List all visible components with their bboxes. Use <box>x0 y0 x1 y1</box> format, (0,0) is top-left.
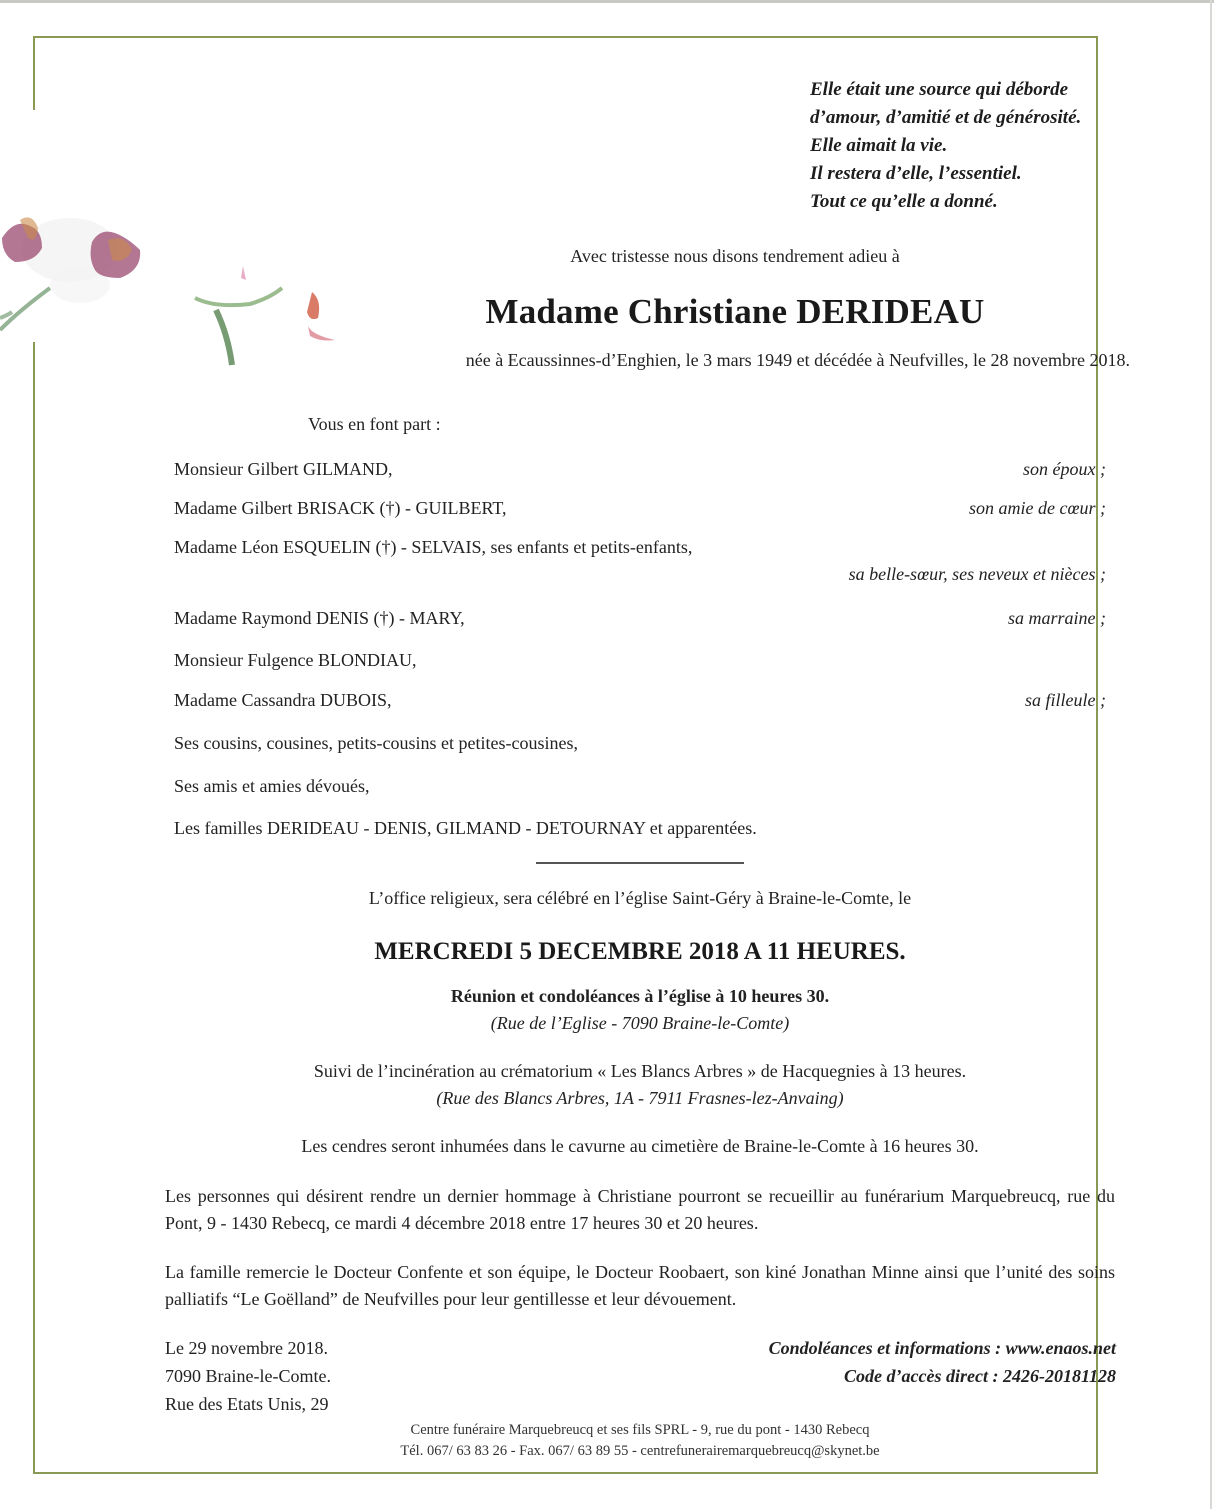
visitation-paragraph: Les personnes qui désirent rendre un dernier hommage à Christiane pourront se recueillir au funérarium Marquebreucq, rue du Pont, 9 - 1430 Rebecq, ce mardi 4 décembre 2018 entre 17 heures 30 et 20 heures. <box>165 1186 1115 1233</box>
deceased-name: Madame Christiane DERIDEAU <box>485 292 985 331</box>
memorial-quote <box>810 76 1081 216</box>
orchid-flower-icon <box>2 217 335 340</box>
crematorium-address: (Rue des Blancs Arbres, 1A - 7911 Frasnes-lez-Anvaing) <box>436 1088 844 1108</box>
family-member-name: Monsieur Gilbert GILMAND, <box>174 459 393 479</box>
quote-line: Tout ce qu’elle a donné. <box>810 191 998 212</box>
signature-block <box>165 1334 331 1418</box>
family-member-name: Madame Cassandra DUBOIS, <box>174 690 392 710</box>
ashes-info: Les cendres seront inhumées dans le cavurne au cimetière de Braine-le-Comte à 16 heures 30. <box>301 1136 979 1156</box>
family-member-name: Les familles DERIDEAU - DENIS, GILMAND - DETOURNAY et apparentées. <box>174 818 757 838</box>
family-member-name: Madame Léon ESQUELIN (†) - SELVAIS, ses enfants et petits-enfants, <box>174 537 693 557</box>
family-relation: sa marraine ; <box>1008 608 1106 628</box>
access-code: Code d’accès direct : 2426-20181128 <box>844 1366 1116 1386</box>
footer-company: Centre funéraire Marquebreucq et ses fils SPRL - 9, rue du pont - 1430 Rebecq <box>410 1422 870 1438</box>
announcement-intro: Avec tristesse nous disons tendrement adieu à <box>570 246 900 266</box>
birth-death-dates: née à Ecaussinnes-d’Enghien, le 3 mars 1949 et décédée à Neufvilles, le 28 novembre 2018. <box>465 350 1130 370</box>
orchid-stem-icon <box>0 288 282 365</box>
scan-edge-right <box>1210 0 1212 1509</box>
family-relation: sa belle-sœur, ses neveux et nièces ; <box>848 564 1106 584</box>
quote-line: Elle aimait la vie. <box>810 135 948 156</box>
signature-street: Rue des Etats Unis, 29 <box>165 1394 329 1414</box>
family-member-name: Ses amis et amies dévoués, <box>174 776 370 796</box>
family-relation: sa filleule ; <box>1025 690 1106 710</box>
section-divider <box>536 862 744 864</box>
ceremony-date-time: MERCREDI 5 DECEMBRE 2018 A 11 HEURES. <box>374 938 906 965</box>
thanks-paragraph: La famille remercie le Docteur Confente et son équipe, le Docteur Roobaert, son kiné Jonathan Minne ainsi que l’unité des soins palliatifs “Le Goëlland” de Neufvilles pour leur gentillesse et leur dévouement. <box>165 1262 1115 1309</box>
family-relation: son amie de cœur ; <box>969 498 1106 518</box>
funeral-home-footer <box>200 1420 1080 1462</box>
footer-contact: Tél. 067/ 63 83 26 - Fax. 067/ 63 89 55 - centrefunerairemarquebreucq@skynet.be <box>400 1443 880 1459</box>
reunion-info: Réunion et condoléances à l’église à 10 heures 30. <box>450 986 830 1006</box>
cremation-info: Suivi de l’incinération au crématorium « Les Blancs Arbres » de Hacquegnies à 13 heures. <box>313 1061 967 1081</box>
quote-line: d’amour, d’amitié et de générosité. <box>810 107 1082 128</box>
quote-line: Il restera d’elle, l’essentiel. <box>810 163 1022 184</box>
signature-city: 7090 Braine-le-Comte. <box>165 1366 331 1386</box>
family-member-name: Madame Gilbert BRISACK (†) - GUILBERT, <box>174 498 507 518</box>
family-member-name: Monsieur Fulgence BLONDIAU, <box>174 650 417 670</box>
family-heading: Vous en font part : <box>308 414 441 434</box>
family-member-name: Ses cousins, cousines, petits-cousins et petites-cousines, <box>174 733 578 753</box>
condolences-link[interactable]: Condoléances et informations : www.enaos.net <box>768 1338 1116 1358</box>
orchid-illustration <box>0 200 350 380</box>
church-address: (Rue de l’Eglise - 7090 Braine-le-Comte) <box>490 1013 790 1033</box>
scan-edge-top <box>0 0 1214 3</box>
online-info <box>660 1334 1116 1390</box>
signature-date: Le 29 novembre 2018. <box>165 1338 328 1358</box>
family-relation: son époux ; <box>1023 459 1106 479</box>
family-member-name: Madame Raymond DENIS (†) - MARY, <box>174 608 465 628</box>
quote-line: Elle était une source qui déborde <box>810 79 1069 100</box>
ceremony-intro: L’office religieux, sera célébré en l’église Saint-Géry à Braine-le-Comte, le <box>368 888 912 908</box>
